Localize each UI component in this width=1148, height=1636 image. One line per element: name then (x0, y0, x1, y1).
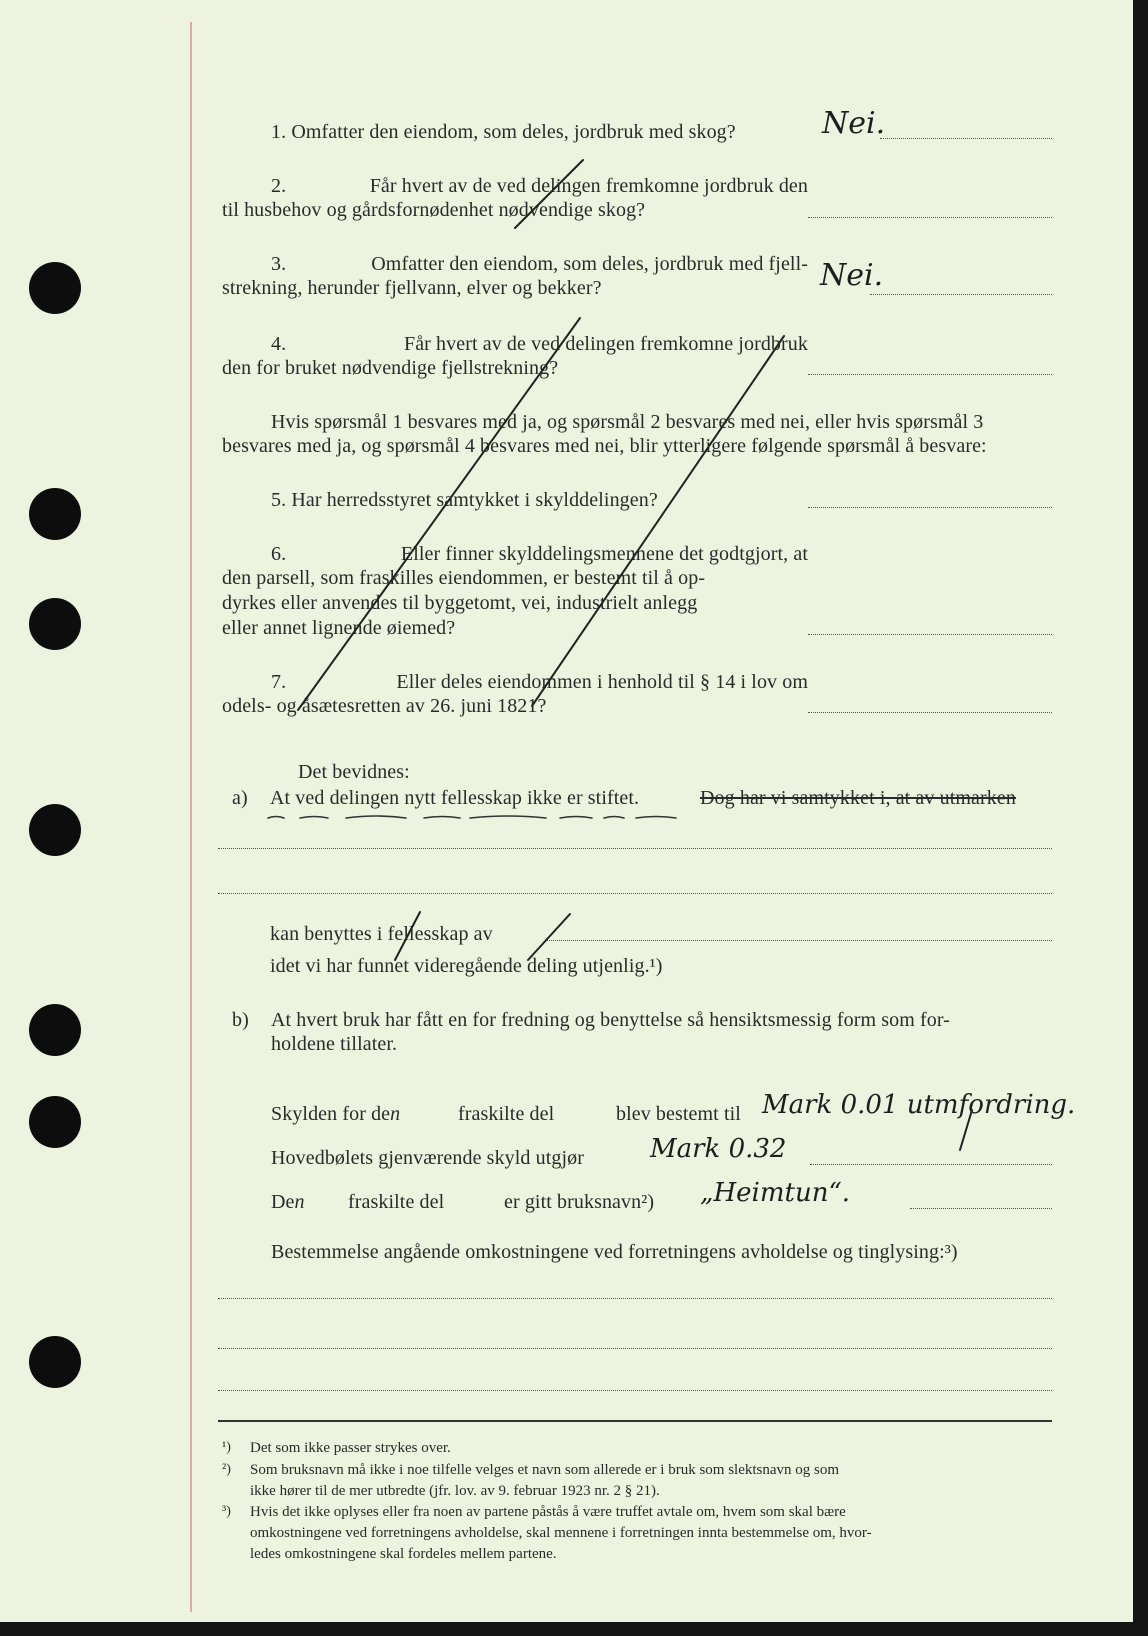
underline-mark (560, 817, 592, 819)
question-7-line-2: odels- og åsætesretten av 26. juni 1821? (222, 695, 547, 717)
question-5: 5. Har herredsstyret samtykket i skylddelingen? (271, 489, 658, 511)
question-6-line-3: dyrkes eller anvendes til byggetomt, vei, industrielt anlegg (222, 592, 698, 614)
question-4-line-1: 4. Får hvert av de ved delingen fremkomne jordbruk (271, 333, 808, 355)
skyld-row-2: Hovedbølets gjenværende skyld utgjør (271, 1147, 584, 1169)
condition-line-1: Hvis spørsmål 1 besvares med ja, og spørsmål 2 besvares med nei, eller hvis spørsmål 3 (271, 411, 984, 433)
pen-slash (395, 912, 420, 960)
question-2-line-1: 2. Får hvert av de ved delingen fremkomne jordbruk den (271, 175, 808, 197)
underline-mark (268, 817, 284, 819)
question-6-line-2: den parsell, som fraskilles eiendommen, er bestemt til å op- (222, 567, 706, 589)
footnote-2-mark: ²) (222, 1462, 231, 1477)
footnote-3-line-3: ledes omkostningene skal fordeles mellem partene. (250, 1546, 557, 1562)
question-6-line-4: eller annet lignende øiemed? (222, 617, 456, 639)
question-3-line-1: 3. Omfatter den eiendom, som deles, jordbruk med fjell- (271, 253, 808, 275)
underline-mark (470, 816, 546, 818)
certify-a-label: a) (232, 787, 248, 809)
footnote-3-line-1: Hvis det ikke oplyses eller fra noen av partene påstås å være truffet avtale om, hvem som skal bære (250, 1504, 846, 1520)
footnote-2-line-2: ikke hører til de mer utbredte (jfr. lov. av 9. februar 1923 nr. 2 § 21). (250, 1483, 660, 1499)
pen-slash (528, 914, 570, 960)
underline-mark (604, 817, 624, 819)
answer-3: Nei. (820, 258, 884, 293)
underline-mark (636, 817, 676, 819)
pen-slash (960, 1110, 972, 1150)
question-7-line-1: 7. Eller deles eiendommen i henhold til § 14 i lov om (271, 671, 808, 693)
certify-b-label: b) (232, 1009, 249, 1031)
question-2-line-2: til husbehov og gårdsfornødenhet nødvendige skog? (222, 199, 646, 221)
footnote-3-mark: ³) (222, 1504, 231, 1519)
question-3-line-2: strekning, herunder fjellvann, elver og bekker? (222, 277, 602, 299)
condition-line-2: besvares med ja, og spørsmål 4 besvares med nei, blir ytterligere følgende spørsmål å besvare: (222, 435, 987, 457)
pen-slash (532, 336, 784, 706)
certify-b-line-1: At hvert bruk har fått en for fredning og benyttelse så hensiktsmessig form som for- (271, 1009, 950, 1031)
pen-slash (515, 160, 583, 228)
skyld-row-3-del: fraskilte del (348, 1191, 445, 1213)
underline-mark (300, 817, 328, 819)
certify-a-text: At ved delingen nytt fellesskap ikke er stiftet. (270, 787, 640, 809)
question-4-line-2: den for bruket nødvendige fjellstrekning? (222, 357, 559, 379)
question-1: 1. Omfatter den eiendom, som deles, jordbruk med skog? (271, 121, 736, 143)
skyld-row-1-del: fraskilte del (458, 1103, 555, 1125)
question-6-line-1: 6. Eller finner skylddelingsmennene det godtgjort, at (271, 543, 808, 565)
underline-mark (346, 816, 406, 818)
pen-slash (298, 318, 580, 710)
underline-mark (424, 817, 460, 819)
skyld-row-4: Bestemmelse angående omkostningene ved forretningens avholdelse og tinglysing:³) (271, 1241, 958, 1263)
skyld-row-2-answer: Mark 0.32 (650, 1134, 787, 1164)
certify-idet-line: idet vi har funnet videregående deling utjenlig.¹) (270, 955, 663, 977)
footnote-1: Det som ikke passer strykes over. (250, 1440, 451, 1456)
footnote-3-line-2: omkostningene ved forretningens avholdelse, skal mennene i forretningen innta bestemmelse om, hvor- (250, 1525, 872, 1541)
certify-kan-line: kan benyttes i fellesskap av (270, 923, 493, 945)
footnote-2-line-1: Som bruksnavn må ikke i noe tilfelle velges et navn som allerede er i bruk som slektsnavn og som (250, 1462, 840, 1478)
answer-1: Nei. (822, 106, 886, 141)
skyld-row-3-bruksnavn: er gitt bruksnavn²) (504, 1191, 655, 1213)
skyld-row-1-answer: Mark 0.01 utmfordring. (762, 1090, 1076, 1120)
skyld-row-1: Skylden for den (271, 1103, 401, 1125)
skyld-row-1-bestemt: blev bestemt til (616, 1103, 741, 1125)
skyld-row-3: Den (271, 1191, 305, 1213)
skyld-row-3-answer: „Heimtun“. (700, 1178, 850, 1208)
certify-heading: Det bevidnes: (298, 761, 410, 783)
certify-a-struck: Dog har vi samtykket i, at av utmarken (700, 787, 1016, 809)
footnote-1-mark: ¹) (222, 1440, 231, 1455)
certify-b-line-2: holdene tillater. (271, 1033, 398, 1055)
